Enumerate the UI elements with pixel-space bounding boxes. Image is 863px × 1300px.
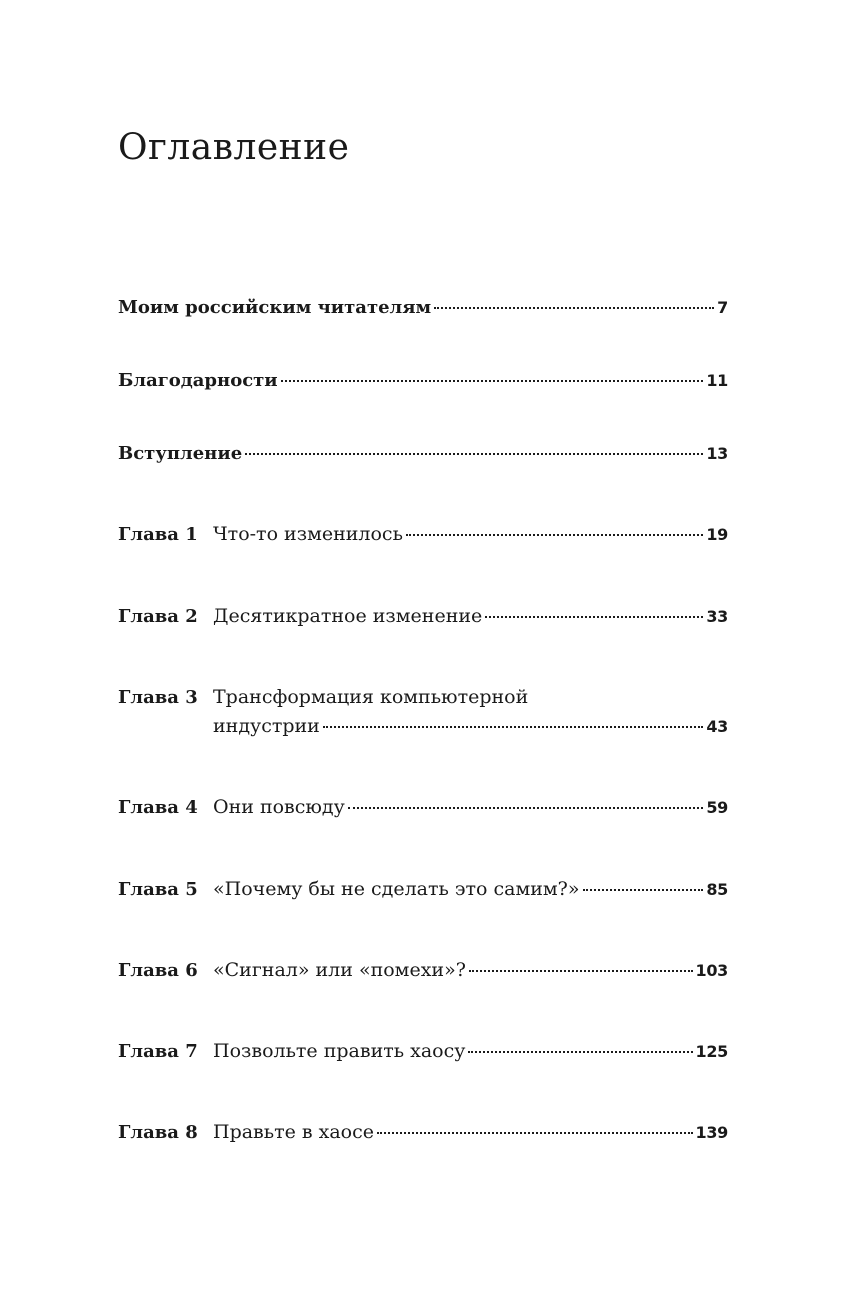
toc-page-number: 103 [695, 961, 728, 980]
chapter-title: Десятикратное изменение [213, 605, 483, 627]
toc-entry-introduction[interactable] [118, 439, 728, 468]
chapter-title: «Почему бы не сделать это самим?» [213, 878, 580, 900]
toc-page-number: 13 [706, 444, 728, 463]
chapter-label: Глава 1 [118, 524, 198, 545]
toc-entry-title: Моим российским читателям [118, 297, 432, 318]
dot-leader [406, 533, 703, 536]
chapter-label: Глава 5 [118, 879, 198, 900]
dot-leader [323, 725, 703, 728]
toc-entry-chapter-8[interactable] [118, 1118, 728, 1147]
page-title: Оглавление [118, 127, 350, 168]
toc-entry-chapter-2[interactable] [118, 602, 728, 631]
toc-entry-title: Вступление [118, 443, 243, 464]
dot-leader [245, 452, 703, 455]
toc-entry-readers[interactable] [118, 293, 728, 322]
toc-entry-chapter-3[interactable] [118, 683, 728, 741]
chapter-title: «Сигнал» или «помехи»? [213, 959, 466, 981]
toc-page-number: 59 [706, 798, 728, 817]
toc-entry-chapter-7[interactable] [118, 1037, 728, 1066]
dot-leader [468, 1050, 692, 1053]
toc-page-number: 11 [706, 371, 728, 390]
dot-leader [469, 969, 693, 972]
dot-leader [377, 1131, 693, 1134]
chapter-title: Они повсюду [213, 796, 345, 818]
toc-page-number: 43 [706, 717, 728, 736]
dot-leader [281, 379, 704, 382]
toc-page-number: 19 [706, 525, 728, 544]
toc-page-number: 125 [695, 1042, 728, 1061]
toc-entry-title: Благодарности [118, 370, 278, 391]
chapter-title: Правьте в хаосе [213, 1121, 374, 1143]
dot-leader [485, 615, 703, 618]
toc-entry-chapter-6[interactable] [118, 956, 728, 985]
chapter-label: Глава 2 [118, 606, 198, 627]
toc-entry-chapter-4[interactable] [118, 793, 728, 822]
toc-page-number: 85 [706, 880, 728, 899]
chapter-title: Позвольте править хаосу [213, 1040, 466, 1062]
toc-page-number: 139 [695, 1123, 728, 1142]
dot-leader [434, 306, 714, 309]
chapter-title-line-2: индустрии [213, 715, 320, 737]
toc-page-number: 7 [717, 298, 728, 317]
dot-leader [348, 806, 704, 809]
chapter-title-line-1: Трансформация компьютерной [213, 686, 529, 708]
chapter-label: Глава 3 [118, 687, 198, 708]
chapter-title: Что-то изменилось [213, 523, 403, 545]
toc-entry-acknowledgements[interactable] [118, 366, 728, 395]
toc-entry-chapter-5[interactable] [118, 875, 728, 904]
chapter-label: Глава 8 [118, 1122, 198, 1143]
toc-page-number: 33 [706, 607, 728, 626]
toc-entry-chapter-1[interactable] [118, 520, 728, 549]
chapter-label: Глава 6 [118, 960, 198, 981]
chapter-label: Глава 7 [118, 1041, 198, 1062]
chapter-label: Глава 4 [118, 797, 198, 818]
dot-leader [583, 888, 704, 891]
